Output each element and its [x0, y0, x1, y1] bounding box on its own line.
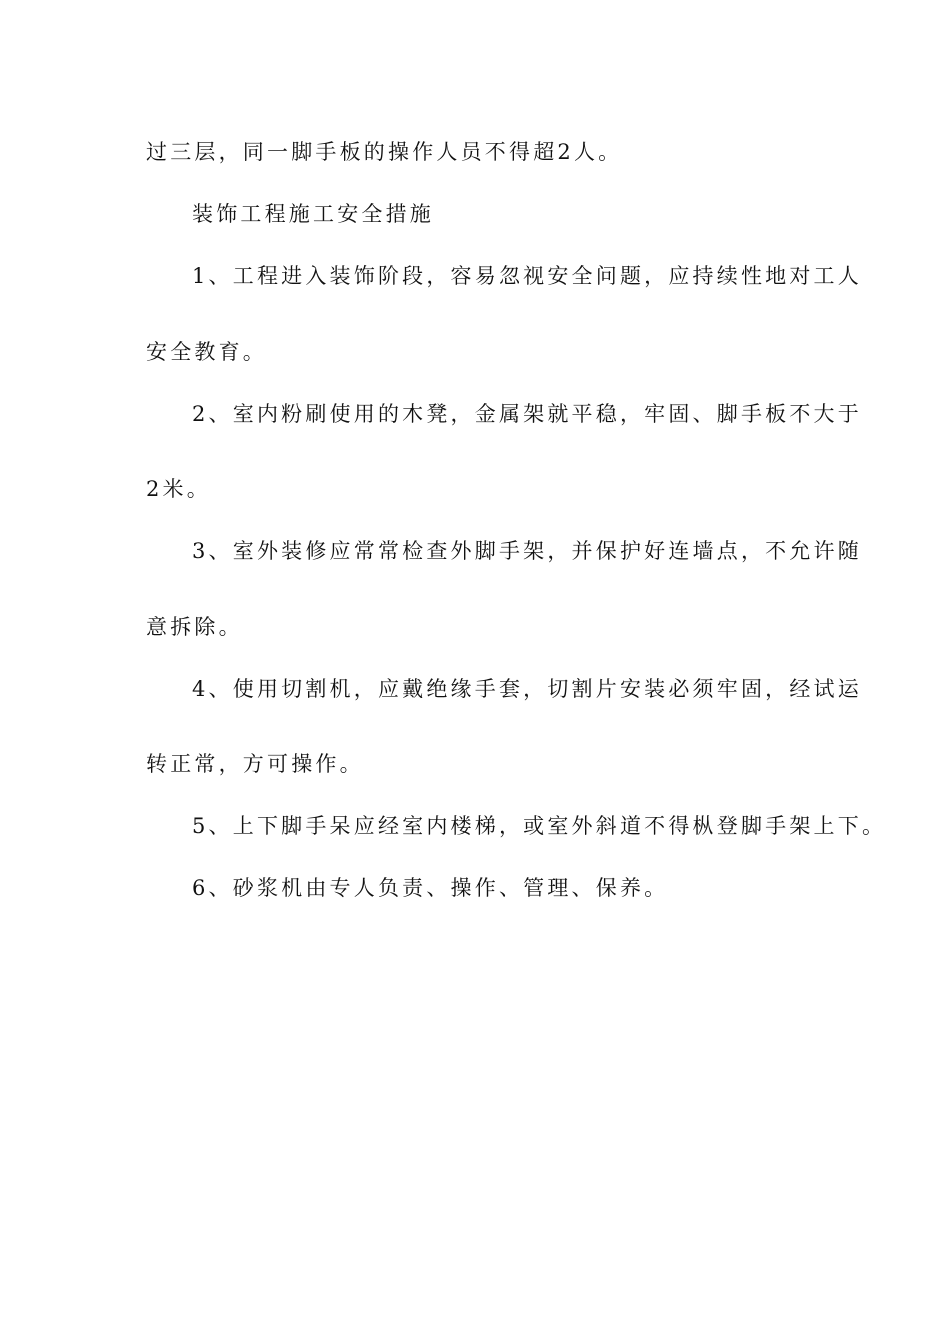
list-item-2-continuation: 2米。: [146, 477, 211, 501]
list-item-3-continuation: 意拆除。: [146, 615, 243, 639]
list-item-6: 6、砂浆机由专人负责、操作、管理、保养。: [192, 876, 669, 900]
list-item-4-continuation: 转正常，方可操作。: [146, 752, 364, 776]
list-item-1-continuation: 安全教育。: [146, 340, 267, 364]
list-item-2: 2、室内粉刷使用的木凳，金属架就平稳，牢固、脚手板不大于: [192, 402, 862, 426]
list-item-3: 3、室外装修应常常检查外脚手架，并保护好连墙点，不允许随: [192, 539, 862, 563]
section-heading: 装饰工程施工安全措施: [192, 202, 434, 226]
list-item-1: 1、工程进入装饰阶段，容易忽视安全问题，应持续性地对工人: [192, 264, 862, 288]
list-item-4: 4、使用切割机，应戴绝缘手套，切割片安装必须牢固，经试运: [192, 677, 862, 701]
list-item-5: 5、上下脚手呆应经室内楼梯，或室外斜道不得枞登脚手架上下。: [192, 814, 887, 838]
text-line-continuation: 过三层，同一脚手板的操作人员不得超2人。: [146, 140, 623, 164]
